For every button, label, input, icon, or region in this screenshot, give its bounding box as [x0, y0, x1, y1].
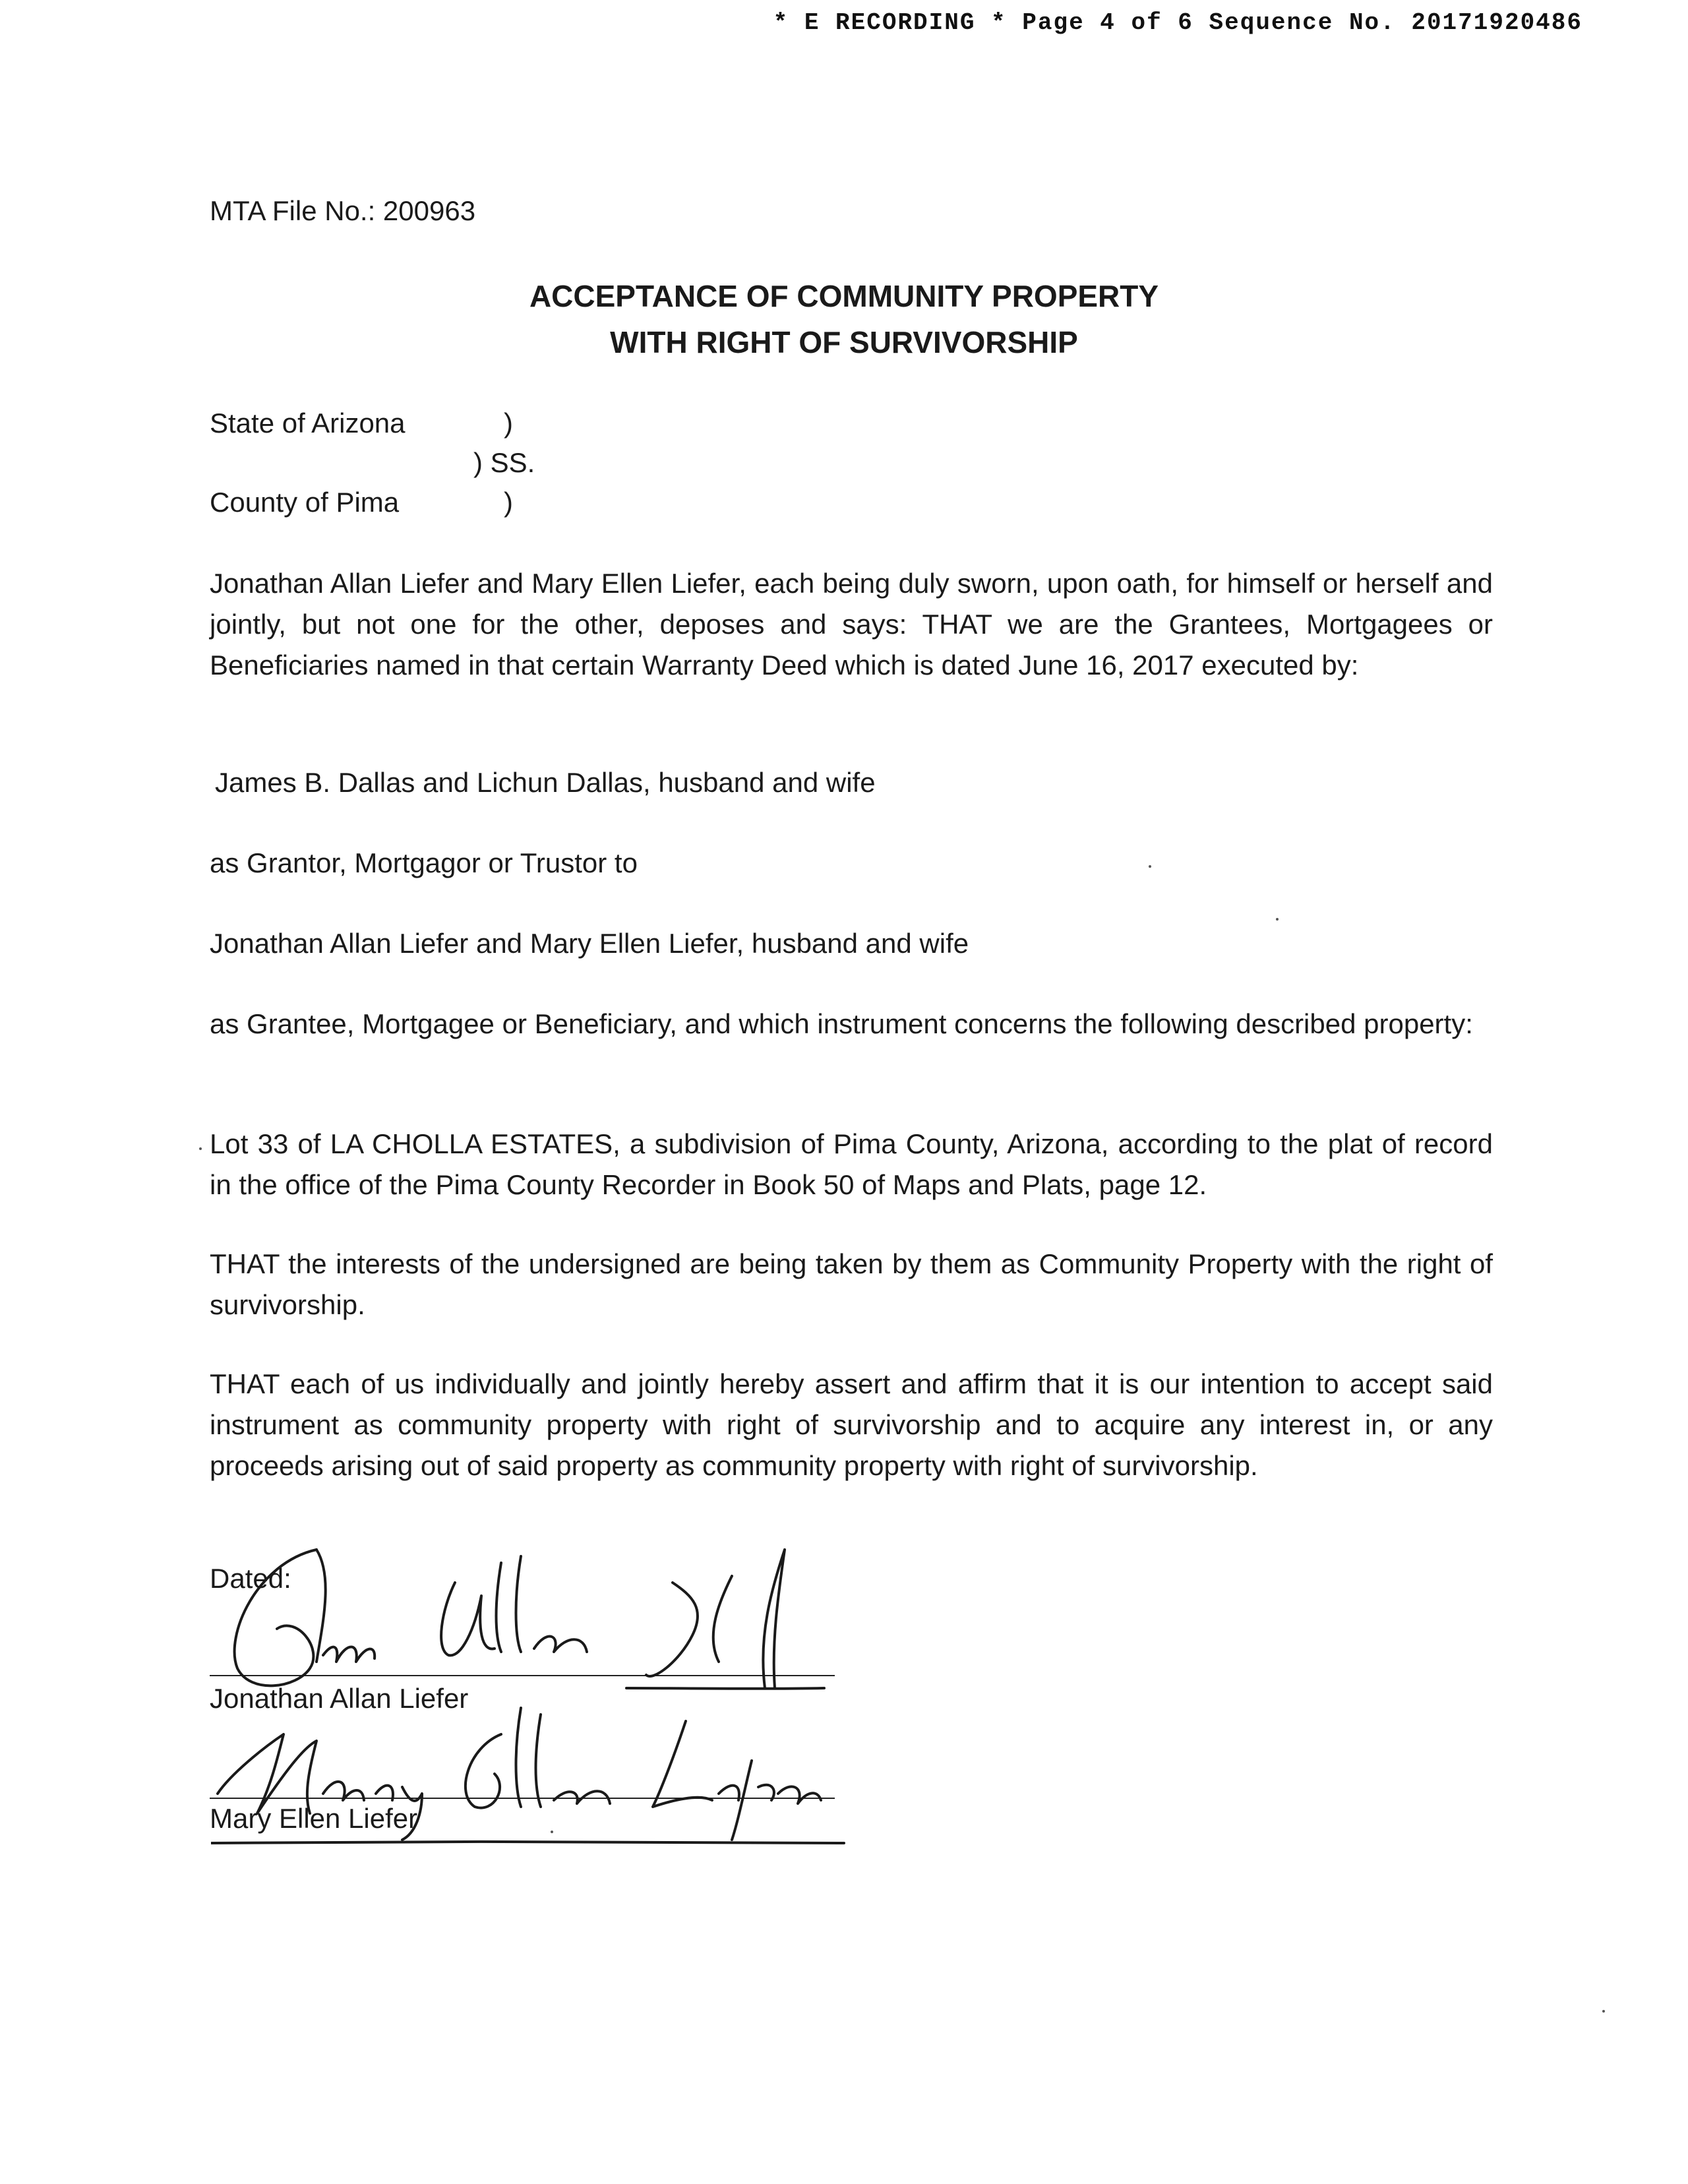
venue-block — [210, 404, 535, 522]
venue-state: State of Arizona — [210, 408, 406, 439]
scan-speck — [1276, 918, 1279, 921]
grantor-names: James B. Dallas and Lichun Dallas, husband and wife — [215, 767, 876, 798]
grantee-names: Jonathan Allan Liefer and Mary Ellen Liefer, husband and wife — [210, 928, 969, 959]
grantee-role: as Grantee, Mortgagee or Beneficiary, and which instrument concerns the following described property: — [210, 1008, 1473, 1039]
scan-speck — [1602, 2010, 1605, 2013]
signer1-name: Jonathan Allan Liefer — [210, 1683, 469, 1714]
scan-speck — [551, 1831, 553, 1833]
oath-paragraph: Jonathan Allan Liefer and Mary Ellen Liefer, each being duly sworn, upon oath, for himself or herself and jointly, but not one for the other, deposes and says: THAT we are the Grantees, Mortgagees or Beneficiaries named in that certain Warranty Deed which is dated June 16, 2017 executed by: — [210, 568, 1493, 681]
affirm-paragraph: THAT each of us individually and jointly hereby assert and affirm that it is our intention to accept said instrument as community property with right of survivorship and to acquire any interest in, or any proceeds arising out of said property as community property with right of survivorship. — [210, 1368, 1493, 1481]
venue-county: County of Pima — [210, 487, 400, 518]
file-number: MTA File No.: 200963 — [210, 195, 476, 226]
document-title — [0, 273, 1688, 365]
interests-paragraph: THAT the interests of the undersigned are being taken by them as Community Property with the right of survivorship. — [210, 1248, 1493, 1320]
title-line-2: WITH RIGHT OF SURVIVORSHIP — [610, 325, 1078, 359]
dated-label: Dated: — [210, 1563, 291, 1594]
venue-paren: ) — [504, 408, 513, 439]
signer2-name: Mary Ellen Liefer — [210, 1803, 418, 1834]
scan-speck — [199, 1147, 202, 1150]
signature-jonathan — [218, 1536, 890, 1708]
venue-ss: ) SS. — [473, 447, 535, 478]
scan-speck — [1149, 865, 1151, 868]
grantor-role: as Grantor, Mortgagor or Trustor to — [210, 847, 638, 878]
venue-paren: ) — [504, 487, 513, 518]
recording-stamp: * E RECORDING * Page 4 of 6 Sequence No. 20171920486 — [773, 9, 1582, 36]
legal-description: Lot 33 of LA CHOLLA ESTATES, a subdivision of Pima County, Arizona, according to the plat of record in the office of the Pima County Recorder in Book 50 of Maps and Plats, page 12. — [210, 1128, 1493, 1200]
title-line-1: ACCEPTANCE OF COMMUNITY PROPERTY — [529, 279, 1159, 313]
